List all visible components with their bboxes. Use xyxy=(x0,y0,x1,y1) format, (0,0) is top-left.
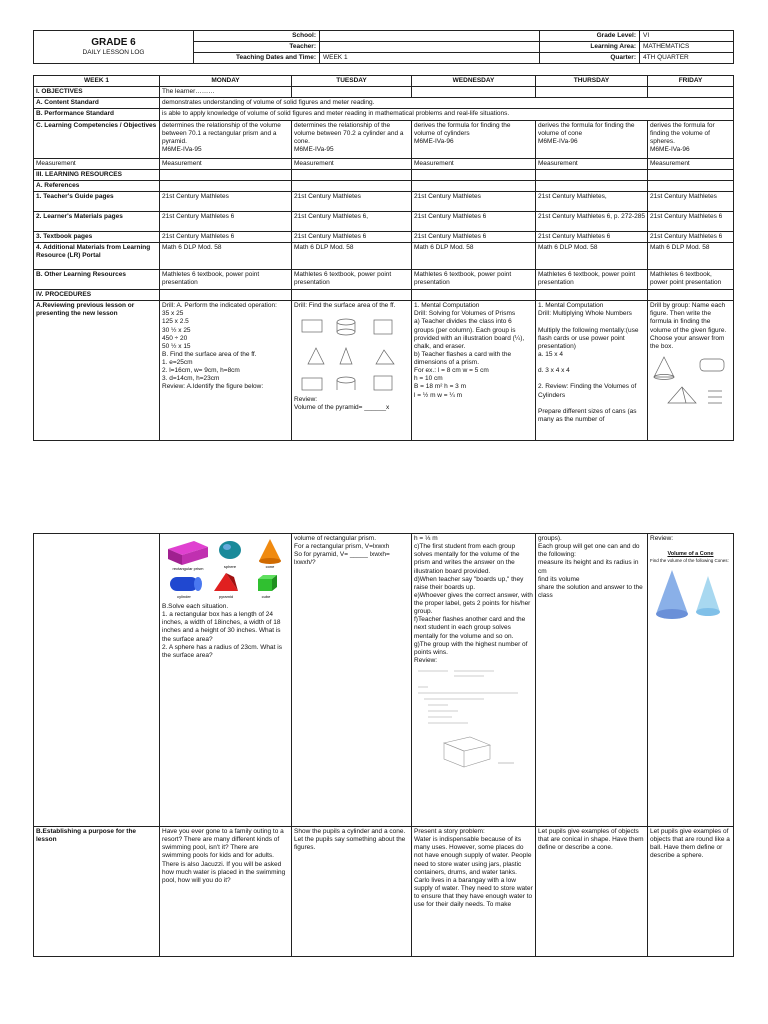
volume-cone-title: Volume of a Cone xyxy=(667,551,714,558)
school-field[interactable] xyxy=(320,31,540,42)
tb-cell: 21st Century Mathletes 6 xyxy=(648,231,734,242)
lm-cell: 21st Century Mathletes 6, p. 272-285 xyxy=(536,211,648,231)
ol-cell: Mathletes 6 textbook, power point presentation xyxy=(648,270,734,290)
proc-fri: Drill by group: Name each figure. Then write the formula in finding the volume of the given figure. Choose your answer from the box. xyxy=(650,302,727,350)
competencies-label: C. Learning Competencies / Objectives xyxy=(34,120,160,158)
performance-standard-label: B. Performance Standard xyxy=(34,109,160,120)
purpose-fri: Let pupils give examples of objects that are round like a ball. Have them define or describe a sphere. xyxy=(648,827,734,957)
solid-figures-box-image xyxy=(650,353,732,415)
figure-label-cube: cube xyxy=(261,594,271,599)
lm-cell: 21st Century Mathletes 6 xyxy=(160,211,292,231)
ol-label: B. Other Learning Resources xyxy=(34,270,160,290)
surface-area-figures-image xyxy=(294,312,408,396)
solid-figures-image xyxy=(162,537,288,603)
ol-cell: Mathletes 6 textbook, power point presentation xyxy=(160,270,292,290)
am-cell: Math 6 DLP Mod. 58 xyxy=(648,243,734,270)
teacher-field[interactable] xyxy=(320,42,540,53)
grade-level-value: VI xyxy=(640,31,734,42)
dates-label: Teaching Dates and Time: xyxy=(194,53,320,64)
purpose-thu: Let pupils give examples of objects that are conical in shape. Have them define or describe a cone. xyxy=(536,827,648,957)
figure-label-pyramid: pyramid xyxy=(218,594,234,599)
cont-wed: h = ⅓ m c)The first student from each group solves mentally for the volume of the prism and writes the answer on the illustration board provided. d)When teacher say "boards up," they raise their boards up. e)Whoever gives the correct answer, with the proper label, gets 2 points for his/her group. f)Teacher flashes another card and the next student in each group solves mentally for the volume and so on. g)The group with the highest number of points wins. Review: xyxy=(414,535,533,664)
resources-heading: III. LEARNING RESOURCES xyxy=(34,169,160,180)
day-header: THURSDAY xyxy=(536,76,648,87)
cont-thu: groups). Each group will get one can and do the following: measure its height and its radius in cm find its volume share the solution and answer to the class xyxy=(536,534,648,827)
competency-mon: determines the relationship of the volume between 70.1 a rectangular prism and a pyramid. M6ME-IVa-95 xyxy=(160,120,292,158)
tb-cell: 21st Century Mathletes 6 xyxy=(160,231,292,242)
tb-cell: 21st Century Mathletes 6 xyxy=(292,231,412,242)
proc-tue: Drill: Find the surface area of the ff. xyxy=(294,302,396,310)
am-cell: Math 6 DLP Mod. 58 xyxy=(412,243,536,270)
volume-cone-sub: Find the volume of the following Cones: xyxy=(650,558,729,563)
measurement-cell: Measurement xyxy=(536,158,648,169)
am-label: 4. Additional Materials from Learning Resource (LR) Portal xyxy=(34,243,160,270)
ol-cell: Mathletes 6 textbook, power point presentation xyxy=(536,270,648,290)
tb-cell: 21st Century Mathletes 6 xyxy=(412,231,536,242)
content-standard-text: demonstrates understanding of volume of solid figures and meter reading. xyxy=(160,98,734,109)
proc-wed: 1. Mental Computation Drill: Solving for Volumes of Prisms a) Teacher divides the class into 6 groups (per column). Each group is provided with an illustration board (¼), chalk, and eraser. b) Teacher flashes a card with the dimensions of a prism. For ex.: l = 8 cm w = 5 cm h = 10 cm B = 18 m² h = 3 m l = ½ m w = ¼ m xyxy=(412,301,536,441)
cont-tue: volume of rectangular prism. For a rectangular prism, V=lxwxh So for pyramid, V= _____ lxwxh= lxwxh/? xyxy=(292,534,412,827)
am-cell: Math 6 DLP Mod. 58 xyxy=(536,243,648,270)
proc-mon: Drill: A. Perform the indicated operation: 35 x 25 125 x 2.5 30 ½ x 25 450 ÷ 20 50 ½ x 15 B. Find the surface area of the ff. 1. e=25cm 2. l=16cm, w= 9cm, h=8cm 3. d=14cm, h=23cm Review: A.Identify the figure below: xyxy=(160,301,292,441)
day-header: WEDNESDAY xyxy=(412,76,536,87)
lm-cell: 21st Century Mathletes 6 xyxy=(648,211,734,231)
proc-fri-cell xyxy=(648,301,734,441)
cones-image xyxy=(650,566,730,630)
tg-cell: 21st Century Mathletes xyxy=(160,191,292,211)
measurement-cell: Measurement xyxy=(412,158,536,169)
am-cell: Math 6 DLP Mod. 58 xyxy=(292,243,412,270)
proc-thu: 1. Mental Computation Drill: Multiplying Whole Numbers Multiply the following mentally:(use flash cards or use power point presentation) a. 15 x 4 d. 3 x 4 x 4 2. Review: Finding the Volumes of Cylinders Prepare different sizes of cans (as many as the number of xyxy=(536,301,648,441)
ol-cell: Mathletes 6 textbook, power point presentation xyxy=(292,270,412,290)
purpose-tue: Show the pupils a cylinder and a cone. Let the pupils say something about the figures. xyxy=(292,827,412,957)
lesson-table-page1 xyxy=(33,75,734,441)
competency-fri: derives the formula for finding the volume of spheres. M6ME-IVa-96 xyxy=(648,120,734,158)
figure-label-cone: cone xyxy=(265,564,275,569)
tg-label: 1. Teacher's Guide pages xyxy=(34,191,160,211)
day-header: TUESDAY xyxy=(292,76,412,87)
tg-cell: 21st Century Mathletes xyxy=(648,191,734,211)
day-header: FRIDAY xyxy=(648,76,734,87)
continued-label-cell xyxy=(34,534,160,827)
figure-label-cylinder: cylinder xyxy=(177,594,191,599)
purpose-mon: Have you ever gone to a family outing to a resort? There are many different kinds of swimming pool, isn't it? There are swimming pools for kids and for adults. There is also Jacuzzi. If you will be asked how much water is placed in the swimming pool, how will you do it? xyxy=(160,827,292,957)
grade-title: GRADE 6 xyxy=(91,36,136,48)
measurement-cell: Measurement xyxy=(292,158,412,169)
quarter-value: 4TH QUARTER xyxy=(640,53,734,64)
cont-mon: B.Solve each situation. 1. a rectangular box has a length of 24 inches, a width of 18inches, a width of 18 inches and a height of 30 inches. What is the surface area? 2. A sphere has a radius of 23cm. What is the surface area? xyxy=(162,603,282,659)
ol-cell: Mathletes 6 textbook, power point presentation xyxy=(412,270,536,290)
purpose-label: B.Establishing a purpose for the lesson xyxy=(34,827,160,957)
day-header: WEEK 1 xyxy=(34,76,160,87)
day-header: MONDAY xyxy=(160,76,292,87)
competency-thu: derives the formula for finding the volume of cone M6ME-IVa-96 xyxy=(536,120,648,158)
grade-cell xyxy=(34,31,194,64)
lm-cell: 21st Century Mathletes 6, xyxy=(292,211,412,231)
figure-label-sphere: sphere xyxy=(223,564,237,569)
purpose-wed: Present a story problem: Water is indispensable because of its many uses. However, some places do not have enough supply of water. People need to store water using jars, plastic containers, drums, and water tanks. Carlo lives in a barangay with a low supply of water. They need to store water to ensure that they have enough water to use for their daily needs. To make xyxy=(412,827,536,957)
lm-cell: 21st Century Mathletes 6 xyxy=(412,211,536,231)
cont-fri: Review: xyxy=(650,535,674,542)
quarter-label: Quarter: xyxy=(540,53,640,64)
cont-wed-cell xyxy=(412,534,536,827)
references-label: A. References xyxy=(34,180,160,191)
area-value: MATHEMATICS xyxy=(640,42,734,53)
learner-text: The learner……… xyxy=(160,87,292,98)
grade-level-label: Grade Level: xyxy=(540,31,640,42)
am-cell: Math 6 DLP Mod. 58 xyxy=(160,243,292,270)
content-standard-label: A. Content Standard xyxy=(34,98,160,109)
performance-standard-text: is able to apply knowledge of volume of solid figures and meter reading in mathematical problems and real-life situations. xyxy=(160,109,734,120)
competency-wed: derives the formula for finding the volume of cylinders M6ME-IVa-96 xyxy=(412,120,536,158)
measurement-label: Measurement xyxy=(34,158,160,169)
lesson-table-page2 xyxy=(33,533,734,957)
reviewing-label: A.Reviewing previous lesson or presenting the new lesson xyxy=(34,301,160,441)
review-solution-image xyxy=(414,667,532,771)
tg-cell: 21st Century Mathletes, xyxy=(536,191,648,211)
measurement-cell: Measurement xyxy=(648,158,734,169)
header-table xyxy=(33,30,734,64)
figure-label-rectangular-prism: rectangular prism xyxy=(172,566,204,571)
school-label: School: xyxy=(194,31,320,42)
log-title: DAILY LESSON LOG xyxy=(82,49,145,57)
proc-tue-review: Review: Volume of the pyramid= ______x xyxy=(294,396,390,412)
cont-fri-cell xyxy=(648,534,734,827)
cont-mon-cell xyxy=(160,534,292,827)
objectives-heading: I. OBJECTIVES xyxy=(34,87,160,98)
tb-cell: 21st Century Mathletes 6 xyxy=(536,231,648,242)
tg-cell: 21st Century Mathletes xyxy=(412,191,536,211)
proc-tue-cell xyxy=(292,301,412,441)
area-label: Learning Area: xyxy=(540,42,640,53)
competency-tue: determines the relationship of the volume between 70.2 a cylinder and a cone. M6ME-IVa-95 xyxy=(292,120,412,158)
procedures-heading: IV. PROCEDURES xyxy=(34,290,160,301)
lm-label: 2. Learner's Materials pages xyxy=(34,211,160,231)
dates-value: WEEK 1 xyxy=(320,53,540,64)
measurement-cell: Measurement xyxy=(160,158,292,169)
tg-cell: 21st Century Mathletes xyxy=(292,191,412,211)
teacher-label: Teacher: xyxy=(194,42,320,53)
tb-label: 3. Textbook pages xyxy=(34,231,160,242)
